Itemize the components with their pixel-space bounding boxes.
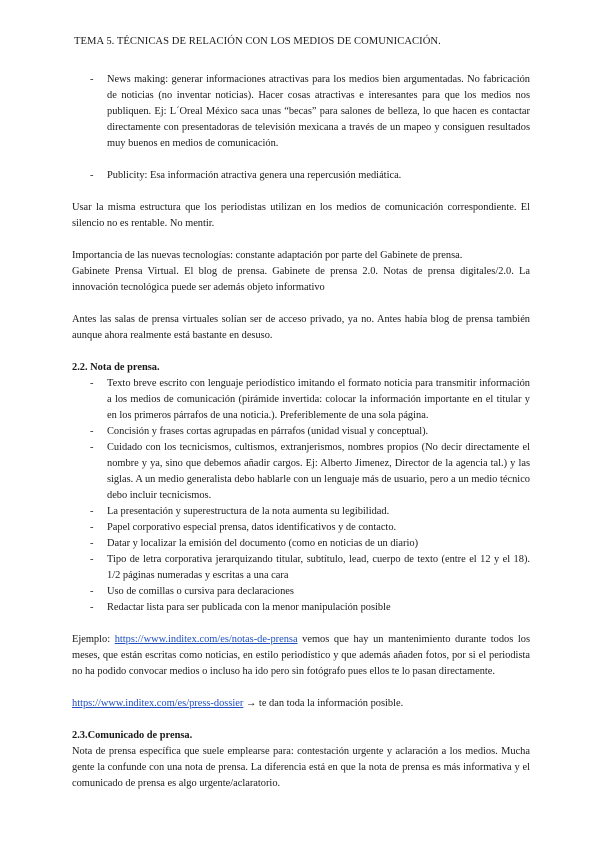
- paragraph-comunicado: Nota de prensa específica que suele emplearse para: contestación urgente y aclaración a los medios. Mucha gente la confunde con una nota de prensa. La diferencia está en que la nota de prensa es más informativa y el comunicado de prensa es algo urgente/aclaratorio.: [72, 746, 530, 789]
- list-item: - Concisión y frases cortas agrupadas en párrafos (unidad visual y conceptual).: [72, 424, 530, 440]
- paragraph-salas-prensa: Antes las salas de prensa virtuales solían ser de acceso privado, ya no. Antes había blog de prensa también aunque ahora realmente está bastante en desuso.: [72, 314, 530, 341]
- list-item: - Tipo de letra corporativa jerarquizando titular, subtítulo, lead, cuerpo de texto (entre el 12 y el 18). 1/2 páginas numeradas y escritas a una cara: [72, 552, 530, 584]
- nota-bullet-list: [72, 376, 530, 616]
- paragraph-example: [72, 632, 530, 680]
- list-item: - Uso de comillas o cursiva para declaraciones: [72, 584, 530, 600]
- list-item: - Cuidado con los tecnicismos, cultismos, extranjerismos, nombres propios (No decir directamente el nombre y ya, sino que debemos añadir cargos. Ej: Alberto Jimenez, Director de la agencia tal.) y las siglas. A un medio generalista debo hablarle con un lenguaje más de usuario, pero a un medio técnico debo incluir tecnicismos.: [72, 440, 530, 504]
- notas-de-prensa-link[interactable]: https://www.inditex.com/es/notas-de-prensa: [114, 634, 298, 645]
- list-item: - Redactar lista para ser publicada con la menor manipulación posible: [72, 600, 530, 616]
- list-item: - Publicity: Esa información atractiva genera una repercusión mediática.: [72, 168, 530, 184]
- example-prefix: Ejemplo:: [72, 634, 115, 645]
- paragraph-dossier: [72, 696, 530, 712]
- intro-bullet-list: [72, 72, 530, 184]
- example-text: vemos que hay un mantenimiento durante todos los meses, que están escritas como noticias, en estilo periodístico y que además añaden fotos, por si el periodista no ha podido convocar medios o incluso ha ido pero sin fotógrafo pues ellos te lo pasan directamente.: [72, 634, 530, 677]
- paragraph-tech-importance: Importancia de las nuevas tecnologías: constante adaptación por parte del Gabinete de prensa.: [72, 250, 463, 261]
- list-item: - Papel corporativo especial prensa, datos identificativos y de contacto.: [72, 520, 530, 536]
- paragraph-structure: Usar la misma estructura que los periodistas utilizan en los medios de comunicación correspondiente. El silencio no es rentable. No mentir.: [72, 202, 530, 229]
- press-dossier-link[interactable]: https://www.inditex.com/es/press-dossier: [72, 698, 244, 709]
- list-item: - Texto breve escrito con lenguaje periodístico imitando el formato noticia para transmitir información a los medios de comunicación (pirámide invertida: colocar la información importante en el titular y en los primeros párrafos de una noticia.). Preferiblemente de una sola página.: [72, 376, 530, 424]
- page-title: TEMA 5. TÉCNICAS DE RELACIÓN CON LOS MEDIOS DE COMUNICACIÓN.: [74, 36, 441, 47]
- list-item: - News making: generar informaciones atractivas para los medios bien argumentadas. No fabricación de noticias (no inventar noticias). Hacer cosas atractivas e interesantes para que los medios nos publiquen. Ej: L´Oreal México saca unas “becas” para salones de belleza, lo que hacen es contactar directamente con presentadoras de televisión mexicana a través de un mapeo y consiguen resultados muy buenos en medios de comunicación.: [72, 72, 530, 152]
- section-heading-nota: 2.2. Nota de prensa.: [72, 362, 160, 373]
- section-heading-comunicado: 2.3.Comunicado de prensa.: [72, 730, 193, 741]
- list-item: - Datar y localizar la emisión del documento (como en noticias de un diario): [72, 536, 530, 552]
- dossier-text: → te dan toda la información posible.: [243, 698, 404, 709]
- list-item: - La presentación y superestructura de la nota aumenta su legibilidad.: [72, 504, 530, 520]
- paragraph-tech-gabinete: Gabinete Prensa Virtual. El blog de prensa. Gabinete de prensa 2.0. Notas de prensa digitales/2.0. La innovación tecnológica puede ser además objeto informativo: [72, 266, 530, 293]
